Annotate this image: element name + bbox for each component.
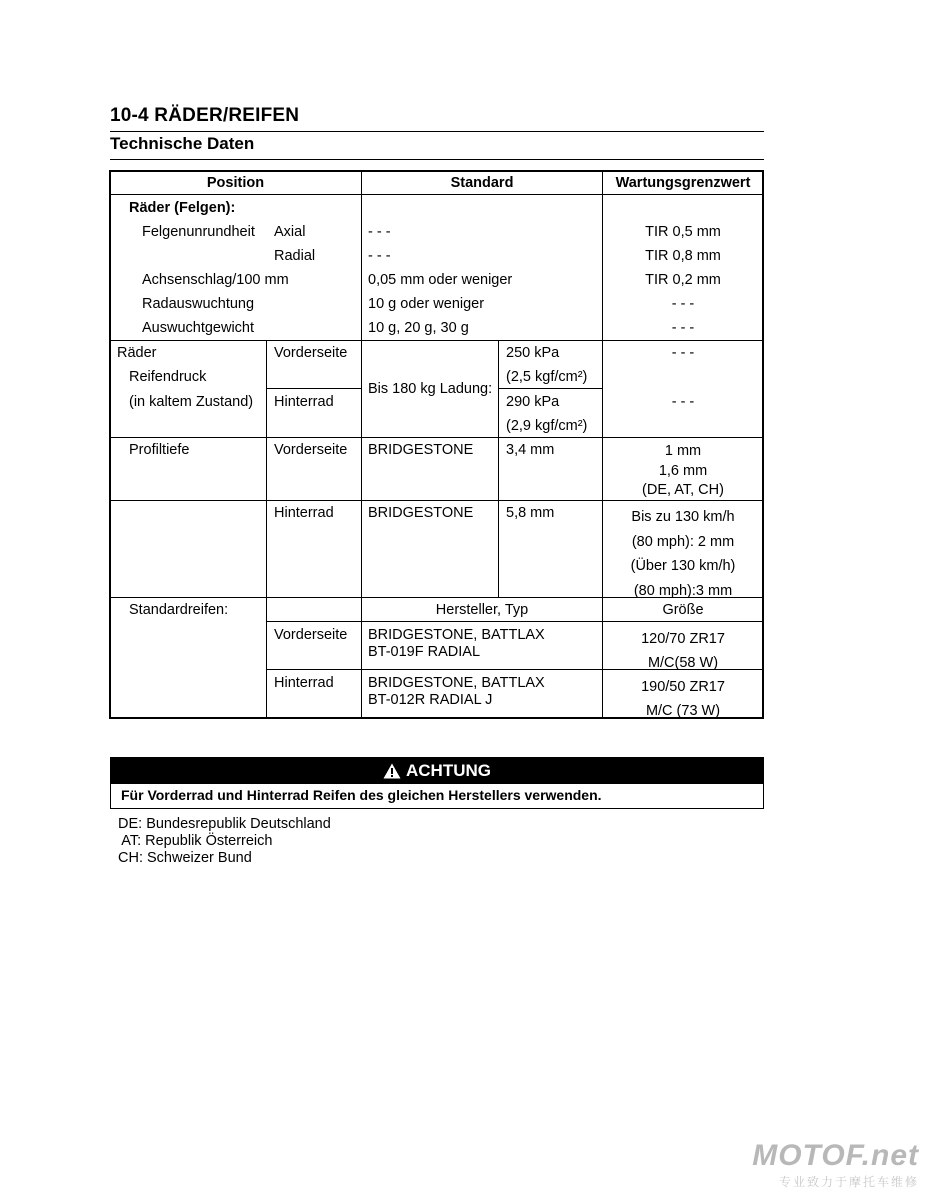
std-front-label: Vorderseite <box>274 627 348 643</box>
pressure-rear-kgf: (2,9 kgf/cm²) <box>506 418 588 434</box>
col-position: Position <box>206 175 265 191</box>
pressure-front-kgf: (2,5 kgf/cm²) <box>506 369 588 385</box>
pressure-rear-kpa: 290 kPa <box>506 394 560 410</box>
balance-label: Radauswuchtung <box>142 296 255 312</box>
col-limit: Wartungsgrenzwert <box>615 175 751 191</box>
radial-limit: TIR 0,8 mm <box>645 248 721 264</box>
legend-at: AT: Republik Österreich <box>118 833 273 849</box>
axial-limit: TIR 0,5 mm <box>645 224 721 240</box>
pressure-load: Bis 180 kg Ladung: <box>368 381 493 397</box>
tread-rear-label: Hinterrad <box>274 505 334 521</box>
section-rule <box>110 159 764 160</box>
axle-standard: 0,05 mm oder weniger <box>368 272 513 288</box>
tread-front-label: Vorderseite <box>274 442 348 458</box>
page-title: 10-4 RÄDER/REIFEN <box>110 105 300 126</box>
radial-label: Radial <box>274 248 316 264</box>
pressure-label-3: (in kaltem Zustand) <box>129 394 254 410</box>
weight-limit: - - - <box>671 320 695 336</box>
weight-label: Auswuchtgewicht <box>142 320 255 336</box>
watermark-tagline: 专业致力于摩托车维修 <box>778 1175 919 1189</box>
weight-standard: 10 g, 20 g, 30 g <box>368 320 469 336</box>
tread-front-brand: BRIDGESTONE <box>368 442 474 458</box>
pressure-front-label: Vorderseite <box>274 345 348 361</box>
axle-label: Achsenschlag/100 mm <box>142 272 289 288</box>
pressure-front-kpa: 250 kPa <box>506 345 560 361</box>
balance-standard: 10 g oder weniger <box>368 296 485 312</box>
std-tires-label: Standardreifen: <box>129 602 229 618</box>
wheels-group-label: Räder (Felgen): <box>129 200 236 216</box>
std-rear-size: 190/50 ZR17 M/C (73 W) <box>641 679 725 719</box>
title-rule <box>110 131 764 132</box>
pressure-front-limit: - - - <box>671 345 695 361</box>
legend-ch: CH: Schweizer Bund <box>118 850 252 866</box>
col-standard: Standard <box>450 175 514 191</box>
watermark-name: MOTOF.net <box>752 1139 919 1172</box>
warning-triangle-icon <box>383 763 401 779</box>
std-front-size: 120/70 ZR17 M/C(58 W) <box>641 631 725 671</box>
legend-de: DE: Bundesrepublik Deutschland <box>118 816 331 832</box>
axial-label: Axial <box>274 224 306 240</box>
std-front-type: BRIDGESTONE, BATTLAX BT-019F RADIAL <box>368 627 545 660</box>
std-rear-label: Hinterrad <box>274 675 334 691</box>
tread-front-limit: 1 mm 1,6 mm (DE, AT, CH) <box>642 443 724 498</box>
warning-header <box>111 758 763 784</box>
country-legend <box>118 816 331 867</box>
axial-standard: - - - <box>368 224 391 240</box>
warning-box <box>110 757 764 809</box>
tread-rear-limit: Bis zu 130 km/h (80 mph): 2 mm (Über 130 km/h) (80 mph):3 mm <box>630 509 736 599</box>
warning-title: ACHTUNG <box>406 761 491 780</box>
warning-text: Für Vorderrad und Hinterrad Reifen des gleichen Herstellers verwenden. <box>121 787 602 803</box>
tread-front-value: 3,4 mm <box>506 442 555 458</box>
radial-standard: - - - <box>368 248 391 264</box>
section-title: Technische Daten <box>110 134 255 153</box>
tread-label: Profiltiefe <box>129 442 190 458</box>
runout-label: Felgenunrundheit <box>142 224 255 240</box>
pressure-rear-limit: - - - <box>671 394 695 410</box>
pressure-rear-label: Hinterrad <box>274 394 334 410</box>
std-tires-maker-col: Hersteller, Typ <box>435 602 529 618</box>
pressure-label-2: Reifendruck <box>129 369 207 385</box>
std-rear-type: BRIDGESTONE, BATTLAX BT-012R RADIAL J <box>368 675 545 708</box>
std-tires-size-col: Größe <box>662 602 704 618</box>
watermark-logo <box>752 1139 919 1190</box>
axle-limit: TIR 0,2 mm <box>645 272 721 288</box>
tread-rear-value: 5,8 mm <box>506 505 555 521</box>
balance-limit: - - - <box>671 296 695 312</box>
pressure-label-1: Räder <box>117 345 157 361</box>
tread-rear-brand: BRIDGESTONE <box>368 505 474 521</box>
